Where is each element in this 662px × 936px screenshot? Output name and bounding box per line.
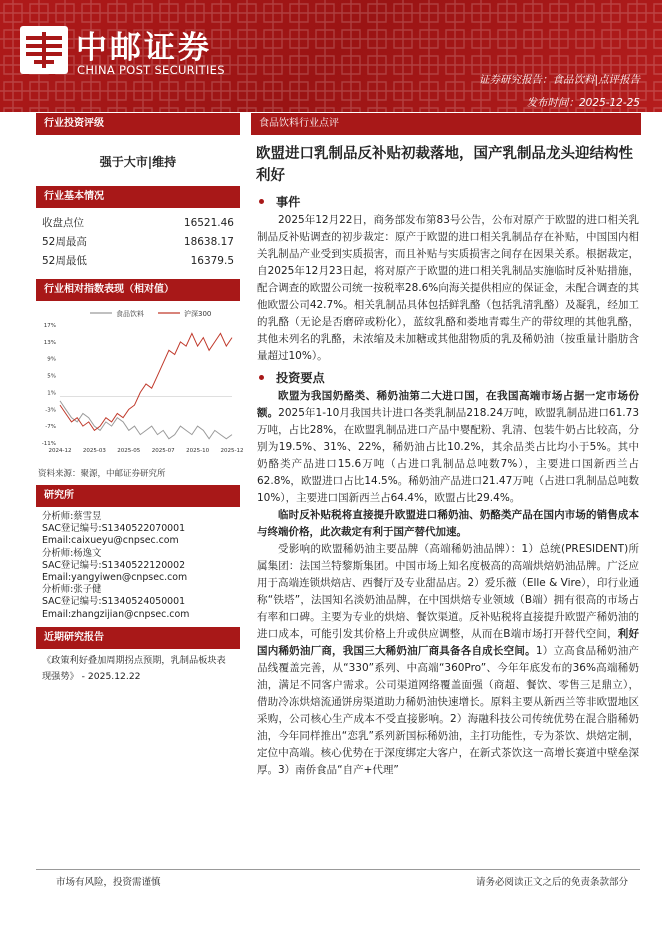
analyst-email[interactable]: Email:yangyiwen@cnpsec.com [42, 572, 188, 584]
x-tick-label: 2025-03 [82, 448, 106, 454]
y-tick-label: 13% [43, 339, 56, 346]
x-tick-label: 2025-05 [117, 448, 141, 454]
x-tick-label: 2024-12 [48, 448, 72, 454]
recent-report-link[interactable]: 《政策利好叠加周期拐点预期，乳制品板块表现强势》 - 2025.12.22 [42, 654, 226, 682]
point-3-text-b: 1）立高食品稀奶油产品线覆盖完善，从“330”系列、中高端“360Pro”、今年年底发布的36%高端稀奶油，满足不同客户需求。公司渠道网络覆盖面强（商超、餐饮、零售三足鼎立），借助冷冻烘焙流通饼房渠道助力稀奶油快速增长。原料主要从新西兰等非欧盟地区采购，公司核心生产成本不受直接影响。2）海融科技公司传统优势在混合脂稀奶油，今年同样推出“恋乳”系列新国标稀奶油，主打功能性，专为茶饮、烘焙定制，定位中高端。核心优势在于深度绑定大客户，在新式茶饮这一高增长赛道中壁垒深厚。3）南侨食品“自产+代理” [257, 645, 640, 776]
event-heading [259, 193, 641, 210]
analyst-name: 分析师:杨逸文 [42, 547, 102, 559]
series-line-food [60, 401, 232, 439]
chart-source: 资料来源：聚源，中邮证券研究所 [38, 469, 166, 479]
x-tick-label: 2025-07 [151, 448, 175, 454]
point-1-bold: 欧盟为我国奶酪类、稀奶油第二大进口国，在我国高端市场占据一定市场份额。 [257, 390, 639, 419]
event-heading-text: 事件 [276, 195, 301, 209]
bullet-dot-icon [259, 375, 264, 380]
analyst-name: 分析师:蔡雪昱 [42, 511, 102, 522]
point-3-bold: 利好国内稀奶油厂商，我国三大稀奶油厂商具备各自成长空间。 [257, 628, 640, 657]
analyst-block [36, 507, 240, 625]
x-tick-label: 2025-12 [220, 448, 244, 454]
analyst-sac: SAC登记编号:S1340524050001 [42, 596, 186, 608]
chart-heading: 行业相对指数表现（相对值） [36, 279, 240, 301]
point-paragraph-3 [251, 541, 641, 779]
relative-index-chart [36, 301, 244, 463]
analyst-sac: SAC登记编号:S1340522070001 [42, 523, 186, 535]
basics-label: 收盘点位 [42, 217, 84, 229]
point-1-text: 2025年1-10月我国共计进口各类乳制品218.24万吨，欧盟乳制品进口61.73万吨，占比28%，在欧盟乳制品进口产品中婴配粉、乳清、包装牛奶占比较高，分别为19.5%、31%、22%，稀奶油占比10.2%，其余品类占比均小于5%。其中奶酪类产品进口15.6万吨（占进口乳制品总吨数7%），主要进口国新西兰占62.8%，欧盟进口占比14.5%。稀奶油产品进口21.47万吨（占进口乳制品总吨数10%），主要进口国新西兰占64.4%，欧盟占比29.4%。 [257, 407, 639, 504]
point-3-text-a: 受影响的欧盟稀奶油主要品牌（高端稀奶油品牌）：1）总统(PRESIDENT)所属集团：法国兰特黎斯集团。中国市场上知名度极高的高端烘焙奶油品牌。广泛应用于高端连锁烘焙店、西餐厅及专业甜品店。2）爱乐薇（Elle & Vire），印行业通称“铁塔”，法国知名淡奶油品牌，在中国烘焙专业领域（B端）拥有很高的市场占有率和口碑。主要为专业的烘焙、餐饮渠道。反补贴税将直接提升欧盟产稀奶油的进口成本，可能引发其价格上升或供应调整，从而在B端市场打开替代空间， [257, 543, 639, 640]
basics-label: 52周最高 [42, 236, 87, 248]
points-body [251, 388, 641, 779]
points-heading-text: 投资要点 [276, 371, 325, 385]
report-type: 证券研究报告：食品饮料|点评报告 [478, 74, 640, 86]
rating-heading: 行业投资评级 [36, 113, 240, 135]
point-2-bold: 临时反补贴税将直接提升欧盟进口稀奶油、奶酪类产品在国内市场的销售成本与终端价格，此次裁定有利于国产替代加速。 [257, 509, 639, 538]
chart-svg [36, 301, 244, 463]
company-name-en: CHINA POST SECURITIES [77, 63, 225, 77]
legend-food: 食品饮料 [116, 310, 144, 318]
basics-value: 16379.5 [190, 255, 234, 267]
y-tick-label: 9% [47, 356, 56, 363]
x-tick-label: 2025-10 [186, 448, 210, 454]
footer-divider [36, 869, 640, 870]
y-tick-label: 17% [43, 323, 56, 329]
points-heading [259, 369, 641, 386]
recent-heading: 近期研究报告 [36, 627, 240, 649]
event-body [251, 212, 641, 365]
bullet-dot-icon [259, 199, 264, 204]
event-paragraph: 2025年12月22日，商务部发布第83号公告，公布对原产于欧盟的进口相关乳制品反补贴调查的初步裁定：原产于欧盟的进口相关乳制品存在补贴，中国国内相关乳制品产业受到实质损害，而且补贴与实质损害之间存在因果关系。根据裁定，自2025年12月23日起，将对原产于欧盟的进口相关乳制品实施临时反补贴措施，配合调查的欧盟公司统一按税率28.6%向海关提供相应的保证金，未配合调查的其他欧盟公司42.7%。相关乳制品具体包括鲜乳酪（包括乳清乳酪）及凝乳，经加工的乳酪（无论是否磨碎或粉化），蓝纹乳酪和娄地青霉生产的带纹理的其他乳酪，其他未列名的乳酪，未浓缩及未加糖或其他甜物质的乳及稀奶油（按重量计脂肪含量超过10%）。 [257, 214, 639, 362]
category-tag: 食品饮料行业点评 [251, 113, 641, 135]
research-heading: 研究所 [36, 485, 240, 507]
basics-list [36, 208, 240, 271]
y-tick-label: 1% [47, 390, 56, 397]
basics-label: 52周最低 [42, 255, 87, 267]
y-tick-label: 5% [47, 373, 56, 380]
footer-risk: 市场有风险，投资需谨慎 [56, 877, 161, 888]
footer-disclaimer: 请务必阅读正文之后的免责条款部分 [475, 877, 628, 888]
basics-row [36, 233, 240, 252]
analyst-name: 分析师:张子健 [42, 584, 102, 596]
y-tick-label: -3% [45, 407, 56, 414]
point-paragraph-1 [251, 388, 641, 507]
basics-row [36, 214, 240, 233]
company-name-cn: 中邮证券 [76, 30, 212, 66]
legend-hs300: 沪深300 [184, 310, 212, 318]
china-post-logo-icon [20, 26, 68, 74]
left-sidebar [36, 113, 244, 689]
main-content [251, 113, 641, 779]
publish-date: 发布时间：2025-12-25 [526, 97, 640, 109]
y-tick-label: -7% [45, 424, 56, 431]
industry-rating: 强于大市|维持 [99, 155, 177, 169]
report-title: 欧盟进口乳制品反补贴初裁落地，国产乳制品龙头迎结构性利好 [256, 146, 633, 184]
point-paragraph-2 [251, 507, 641, 541]
analyst-sac: SAC登记编号:S1340522120002 [42, 559, 186, 571]
analyst-email[interactable]: Email:caixueyu@cnpsec.com [42, 535, 179, 547]
basics-row [36, 252, 240, 271]
basics-value: 16521.46 [183, 217, 234, 229]
basics-value: 18638.17 [183, 236, 234, 248]
y-tick-label: -11% [41, 441, 56, 447]
analyst-email[interactable]: Email:zhangzijian@cnpsec.com [42, 608, 190, 620]
basics-heading: 行业基本情况 [36, 186, 240, 208]
report-header [0, 0, 662, 112]
